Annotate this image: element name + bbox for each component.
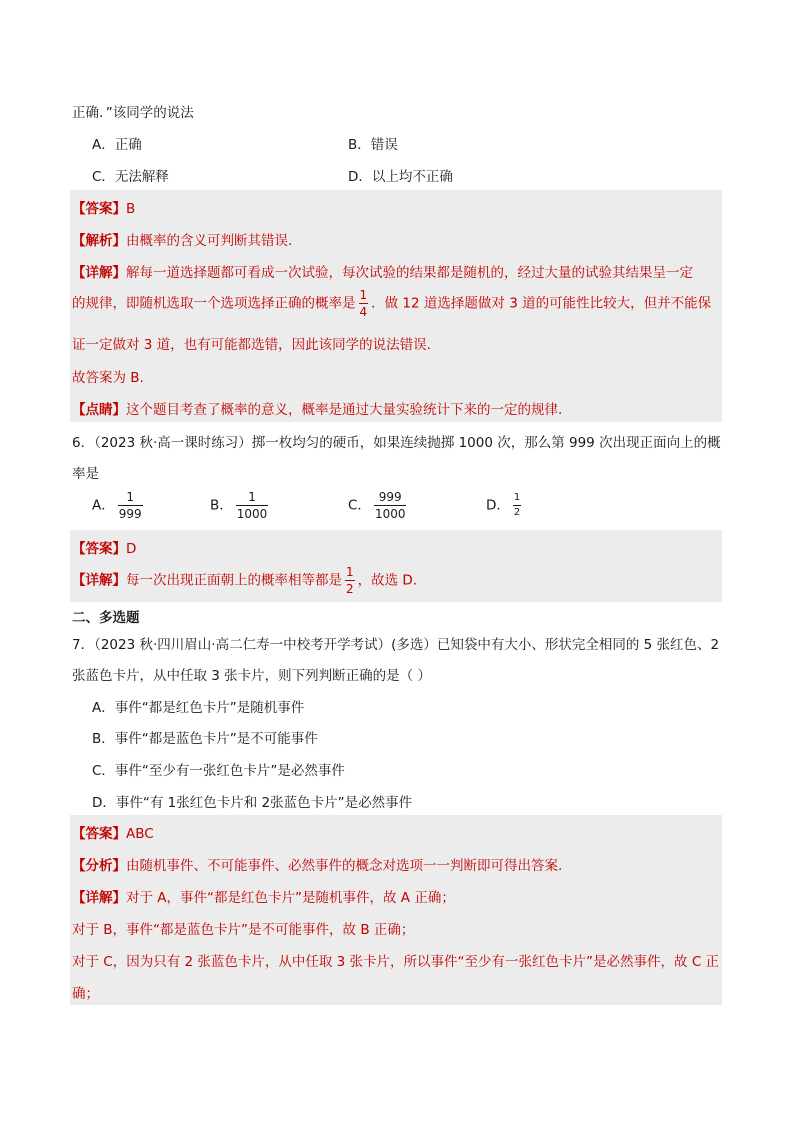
q6-stem-line-1: 6．（2023 秋·高一课时练习）掷一枚均匀的硬币，如果连续抛掷 1000 次，那么第 999 次出现正面向上的概 [72,435,721,451]
q5-detail-line-3: 证一定做对 3 道，也有可能都选错，因此该同学的说法错误． [72,337,441,353]
answer-tag: 【答案】 [72,826,126,842]
answer-value: D [126,541,137,557]
analysis-text: 由概率的含义可判断其错误. [126,233,293,249]
q7-detail-line-4: 确； [72,986,99,1002]
fraction: $\frac{1}{2}$ [346,565,354,596]
detail-tag: 【详解】 [72,890,126,906]
q6-option-a: A． $\frac{1}{999}$ [92,490,142,521]
detail-tag: 【详解】 [72,265,126,281]
section-title: 二、多选题 [72,610,140,626]
analysis-tag: 【分析】 [72,858,126,874]
q6-option-c: C． $\frac{999}{1000}$ [348,490,406,521]
comment-tag: 【点睛】 [72,402,126,418]
q7-answer-line [72,822,154,842]
q7-stem-line-1: 7．（2023 秋·四川眉山·高二仁寿一中校考开学考试）(多选）已知袋中有大小、形状完全相同的 5 张红色、2 [72,637,720,653]
q7-option-d: D．事件“有 1张红色卡片和 2张蓝色卡片”是必然事件 [92,795,413,811]
comment-text: 这个题目考查了概率的意义，概率是通过大量实验统计下来的一定的规律. [126,402,563,418]
q5-analysis-line [72,229,292,249]
q6-option-d: D． $\frac{1}{2}$ [486,492,521,518]
analysis-tag: 【解析】 [72,233,126,249]
answer-tag: 【答案】 [72,201,126,217]
q7-detail-line-3: 对于 C，因为只有 2 张蓝色卡片，从中任取 3 张卡片，所以事件“至少有一张红色卡片”是必然事件，故 C 正 [72,954,720,970]
q5-stem-tail: 正确．”该同学的说法 [72,105,194,121]
q5-answer-line [72,197,135,217]
q5-option-a: A．正确 [92,137,142,153]
q7-option-c: C．事件“至少有一张红色卡片”是必然事件 [92,763,345,779]
q6-option-b: B． $\frac{1}{1000}$ [210,490,268,521]
q5-detail-line-1: 【详解】解每一道选择题都可看成一次试验，每次试验的结果都是随机的，经过大量的试验其结果呈一定 [72,265,693,281]
q7-option-a: A．事件“都是红色卡片”是随机事件 [92,700,305,716]
detail-tag: 【详解】 [72,572,126,589]
q7-answer-block [70,815,722,1005]
answer-tag: 【答案】 [72,541,126,557]
q7-option-b: B．事件“都是蓝色卡片”是不可能事件 [92,731,318,747]
q7-stem-line-2: 张蓝色卡片，从中任取 3 张卡片，则下列判断正确的是（ ） [72,668,431,684]
q7-analysis-line [72,854,562,874]
q5-detail-line-2: 的规律，即随机选取一个选项选择正确的概率是 $\frac{1}{4}$ ．做 12 道选择题做对 3 道的可能性比较大，但并不能保 [72,288,712,319]
q5-option-c: C．无法解释 [92,169,169,185]
analysis-text: 由随机事件、不可能事件、必然事件的概念对选项一一判断即可得出答案. [126,858,563,874]
fraction: $\frac{1}{4}$ [359,288,368,319]
q6-answer-line [72,537,136,557]
q5-conclusion: 故答案为 B. [72,370,144,386]
q6-detail-line: 【详解】每一次出现正面朝上的概率相等都是 $\frac{1}{2}$ ，故选 D. [72,565,418,596]
q7-detail-line-2: 对于 B，事件“都是蓝色卡片”是不可能事件，故 B 正确； [72,922,415,938]
answer-value: B [126,201,136,217]
q7-detail-line-1: 【详解】对于 A，事件“都是红色卡片”是随机事件，故 A 正确； [72,890,455,906]
q6-stem-line-2: 率是 [72,466,99,482]
q5-option-b: B．错误 [348,137,398,153]
answer-value: ABC [126,826,154,842]
q5-option-d: D．以上均不正确 [348,169,453,185]
q5-comment-line [72,398,562,418]
